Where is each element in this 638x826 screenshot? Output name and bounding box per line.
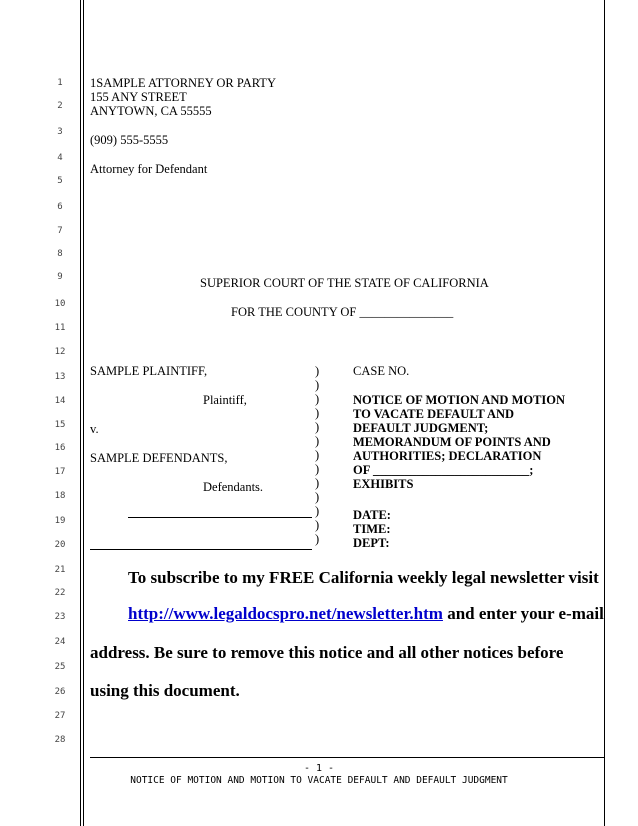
line-number: 14 [54, 396, 66, 406]
paren: ) [315, 462, 320, 476]
line-number: 9 [57, 272, 63, 282]
paren: ) [315, 420, 320, 434]
paren: ) [315, 518, 320, 532]
line-number: 27 [54, 711, 66, 721]
line-number: 4 [57, 153, 63, 163]
notice-line-1: To subscribe to my FREE California weekly legal newsletter visit [128, 568, 599, 587]
attorney-city: ANYTOWN, CA 55555 [90, 104, 212, 118]
document-title-line: NOTICE OF MOTION AND MOTION [353, 393, 566, 407]
caption-underline-short [128, 517, 312, 518]
attorney-role: Attorney for Defendant [90, 162, 208, 176]
notice-line-4: using this document. [90, 681, 240, 700]
right-margin-line [604, 0, 605, 826]
footer-separator [90, 757, 604, 758]
line-number: 15 [54, 420, 66, 430]
line-number: 21 [54, 565, 66, 575]
line-number: 2 [57, 101, 63, 111]
left-margin-line-inner [83, 0, 84, 826]
court-name: SUPERIOR COURT OF THE STATE OF CALIFORNIA [200, 276, 489, 290]
page-number: - 1 - [303, 763, 335, 774]
line-number: 12 [54, 347, 66, 357]
paren: ) [315, 378, 320, 392]
line-number: 17 [54, 467, 66, 477]
document-title-line: EXHIBITS [353, 477, 414, 491]
attorney-name: 1SAMPLE ATTORNEY OR PARTY [90, 76, 276, 90]
line-number: 18 [54, 491, 66, 501]
line-number: 25 [54, 662, 66, 672]
line-number: 10 [54, 299, 66, 309]
line-number: 3 [57, 127, 63, 137]
document-title-line: OF _________________________; [353, 463, 534, 477]
paren: ) [315, 532, 320, 546]
line-number: 11 [54, 323, 66, 333]
court-county: FOR THE COUNTY OF _______________ [231, 305, 454, 319]
line-number: 28 [54, 735, 66, 745]
caption-underline-long [90, 549, 312, 550]
line-number: 8 [57, 249, 63, 259]
paren: ) [315, 490, 320, 504]
defendant-role: Defendants. [203, 480, 264, 494]
line-number: 19 [54, 516, 66, 526]
case-number-label: CASE NO. [353, 364, 410, 378]
newsletter-link[interactable]: http://www.legaldocspro.net/newsletter.htm [128, 604, 443, 623]
line-number: 1 [57, 78, 63, 88]
line-number: 5 [57, 176, 63, 186]
hearing-date-label: DATE: [353, 508, 391, 522]
notice-line-2 [128, 604, 604, 624]
line-number: 7 [57, 226, 63, 236]
attorney-street: 155 ANY STREET [90, 90, 187, 104]
line-number: 16 [54, 443, 66, 453]
line-number: 22 [54, 588, 66, 598]
attorney-phone: (909) 555-5555 [90, 133, 169, 147]
plaintiff-name: SAMPLE PLAINTIFF, [90, 364, 208, 378]
paren: ) [315, 434, 320, 448]
notice-line-3: address. Be sure to remove this notice and all other notices before [90, 643, 564, 662]
notice-line-2-rest: and enter your e-mail [442, 604, 604, 623]
plaintiff-role: Plaintiff, [203, 393, 247, 407]
hearing-time-label: TIME: [353, 522, 391, 536]
hearing-dept-label: DEPT: [353, 536, 390, 550]
line-number: 23 [54, 612, 66, 622]
document-title-line: MEMORANDUM OF POINTS AND [353, 435, 551, 449]
line-number: 24 [54, 637, 66, 647]
document-title-line: DEFAULT JUDGMENT; [353, 421, 489, 435]
line-number: 6 [57, 202, 63, 212]
paren: ) [315, 476, 320, 490]
line-number: 20 [54, 540, 66, 550]
paren: ) [315, 364, 320, 378]
document-title-line: AUTHORITIES; DECLARATION [353, 449, 542, 463]
left-margin-line-outer [80, 0, 81, 826]
footer-title: NOTICE OF MOTION AND MOTION TO VACATE DEFAULT AND DEFAULT JUDGMENT [130, 775, 508, 786]
line-number: 13 [54, 372, 66, 382]
paren: ) [315, 406, 320, 420]
versus-text: v. [90, 422, 99, 436]
paren: ) [315, 392, 320, 406]
document-title-line: TO VACATE DEFAULT AND [353, 407, 515, 421]
defendant-name: SAMPLE DEFENDANTS, [90, 451, 228, 465]
paren: ) [315, 504, 320, 518]
line-number: 26 [54, 687, 66, 697]
paren: ) [315, 448, 320, 462]
